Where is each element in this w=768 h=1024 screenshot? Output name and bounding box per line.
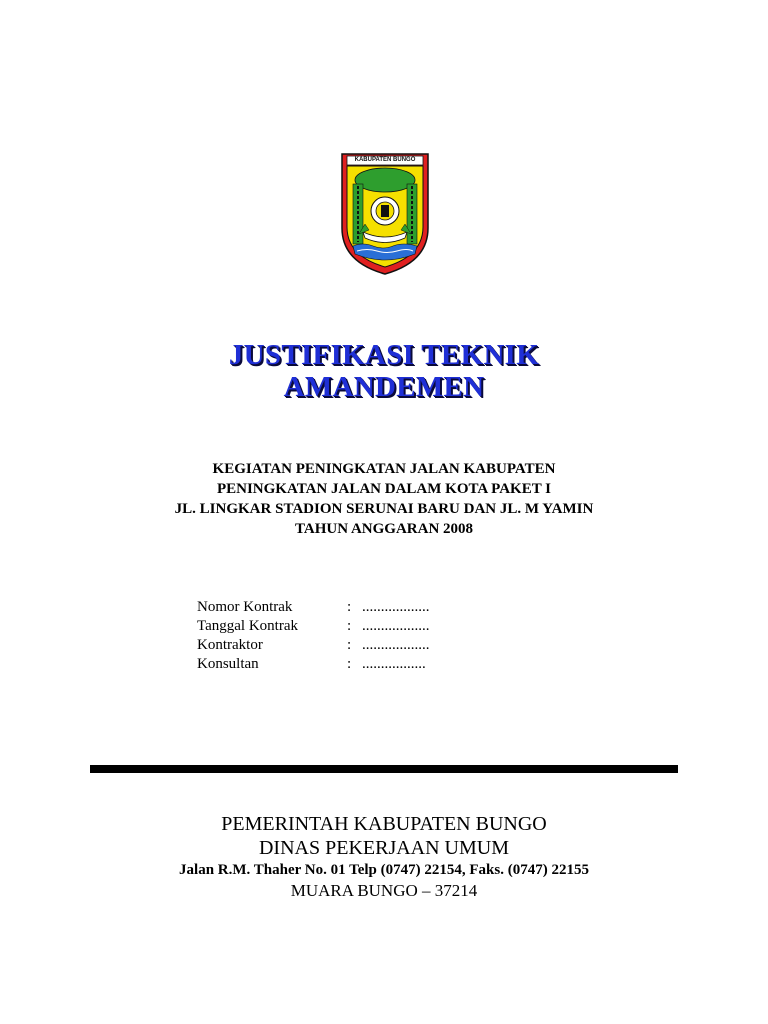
road-names-line: JL. LINGKAR STADION SERUNAI BARU DAN JL. M YAMIN (174, 501, 594, 517)
contract-info-block (197, 598, 430, 674)
address-line: Jalan R.M. Thaher No. 01 Telp (0747) 22154, Faks. (0747) 22155 (179, 862, 589, 878)
government-name: PEMERINTAH KABUPATEN BUNGO (221, 813, 547, 835)
field-separator: : (347, 599, 352, 615)
contractor-row (197, 636, 430, 655)
field-separator: : (347, 637, 352, 653)
regency-coat-of-arms (339, 150, 431, 276)
horizontal-divider (90, 765, 678, 773)
package-line: PENINGKATAN JALAN DALAM KOTA PAKET I (216, 481, 552, 497)
city-postal-line: MUARA BUNGO – 37214 (290, 881, 478, 900)
activity-line: KEGIATAN PENINGKATAN JALAN KABUPATEN (212, 461, 556, 477)
contract-number-value: .................. (362, 599, 430, 615)
consultant-value: ................. (362, 656, 426, 672)
budget-year-line: TAHUN ANGGARAN 2008 (294, 521, 474, 537)
contract-date-label: Tanggal Kontrak (197, 618, 299, 634)
field-separator: : (347, 618, 352, 634)
contractor-value: .................. (362, 637, 430, 653)
coat-of-arms-banner-text: KABUPATEN BUNGO (354, 157, 416, 163)
consultant-label: Konsultan (197, 656, 259, 672)
contract-date-value: .................. (362, 618, 430, 634)
department-name: DINAS PEKERJAAN UMUM (258, 837, 510, 859)
contract-number-row (197, 598, 430, 617)
consultant-row (197, 655, 430, 674)
document-title-line1: JUSTIFIKASI TEKNIK (228, 339, 540, 371)
contract-date-row (197, 617, 430, 636)
contract-number-label: Nomor Kontrak (197, 599, 293, 615)
coat-of-arms-emblem (339, 150, 431, 276)
document-title-line2: AMANDEMEN (283, 371, 485, 403)
contractor-label: Kontraktor (197, 637, 263, 653)
field-separator: : (347, 656, 352, 672)
